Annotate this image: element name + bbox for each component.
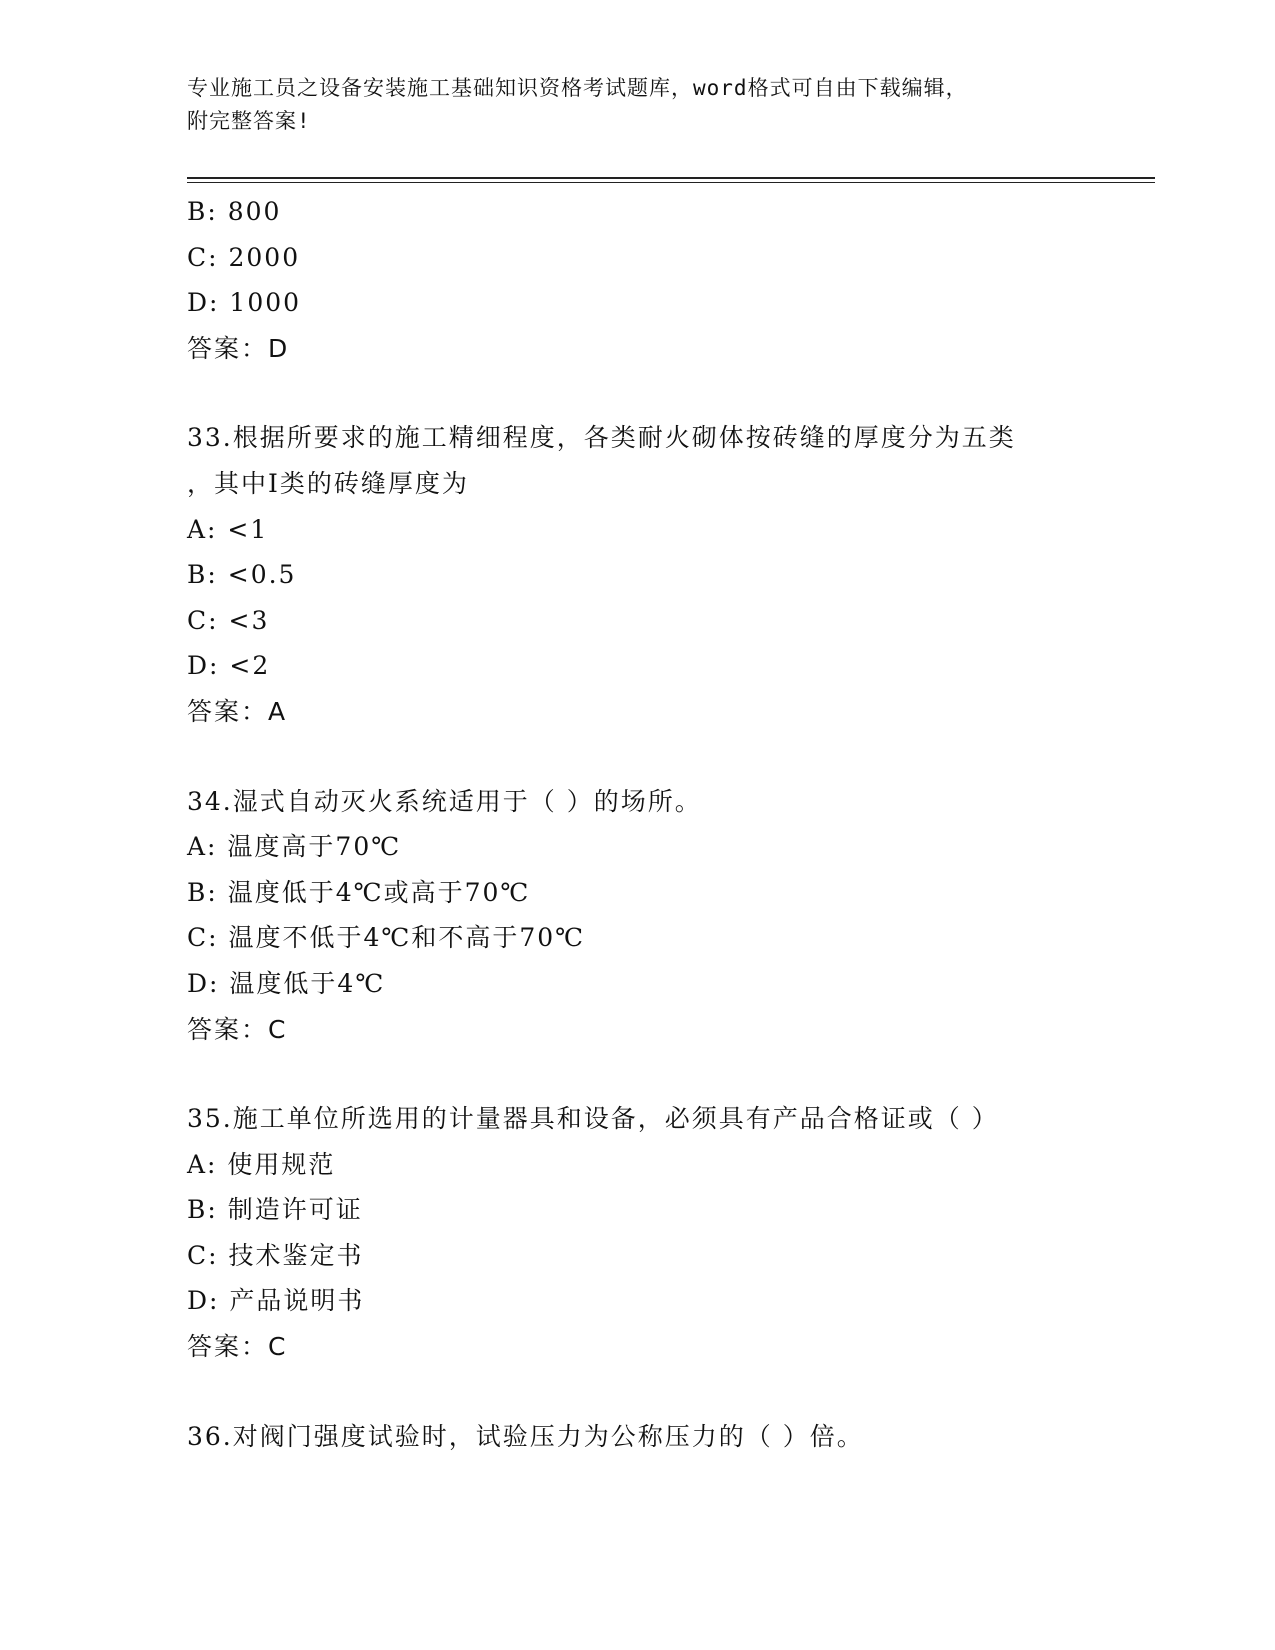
option-d: D: 温度低于4℃: [187, 968, 386, 998]
header-divider-thick: [187, 177, 1155, 179]
question-list: [187, 189, 1155, 1459]
option-d: D: 产品说明书: [187, 1286, 365, 1316]
question-stem: 36.对阀门强度试验时，试验压力为公称压力的（ ）倍。: [187, 1421, 864, 1451]
option-a: A: 使用规范: [187, 1149, 336, 1179]
option-a: A: 温度高于70℃: [187, 832, 402, 862]
question-block-32-tail: [187, 189, 1155, 371]
question-stem: 33.根据所要求的施工精细程度，各类耐火砌体按砖缝的厚度分为五类: [187, 423, 1016, 453]
header-divider-thin: [187, 182, 1155, 183]
answer-label: 答案：C: [187, 1014, 288, 1044]
question-stem: 34.湿式自动灭火系统适用于（ ）的场所。: [187, 786, 702, 816]
option-b: B: 温度低于4℃或高于70℃: [187, 877, 531, 907]
question-block-35: [187, 1096, 1155, 1370]
spacer: [187, 735, 1155, 779]
spacer: [187, 1052, 1155, 1096]
question-block-33: [187, 415, 1155, 734]
question-block-36: [187, 1414, 1155, 1460]
option-c: C: 技术鉴定书: [187, 1240, 364, 1270]
option-d: D: <2: [187, 651, 271, 681]
question-stem-continued: ，其中Ⅰ类的砖缝厚度为: [187, 468, 469, 498]
option-c: C: 温度不低于4℃和不高于70℃: [187, 923, 586, 953]
option-b: B: <0.5: [187, 560, 297, 590]
spacer: [187, 371, 1155, 415]
option-d: D: 1000: [187, 288, 302, 318]
question-block-34: [187, 779, 1155, 1053]
option-b: B: 800: [187, 197, 282, 226]
answer-label: 答案：D: [187, 333, 290, 363]
header-line-1: 专业施工员之设备安装施工基础知识资格考试题库，word格式可自由下载编辑，: [187, 76, 968, 100]
option-c: C: 2000: [187, 242, 301, 272]
answer-label: 答案：C: [187, 1332, 288, 1362]
question-stem: 35.施工单位所选用的计量器具和设备，必须具有产品合格证或（ ）: [187, 1104, 999, 1134]
answer-label: 答案：A: [187, 696, 288, 726]
header-line-2: 附完整答案!: [187, 109, 311, 133]
document-header: [187, 72, 1087, 138]
option-a: A: <1: [187, 514, 269, 544]
option-c: C: <3: [187, 605, 270, 635]
option-b: B: 制造许可证: [187, 1195, 363, 1225]
spacer: [187, 1370, 1155, 1414]
